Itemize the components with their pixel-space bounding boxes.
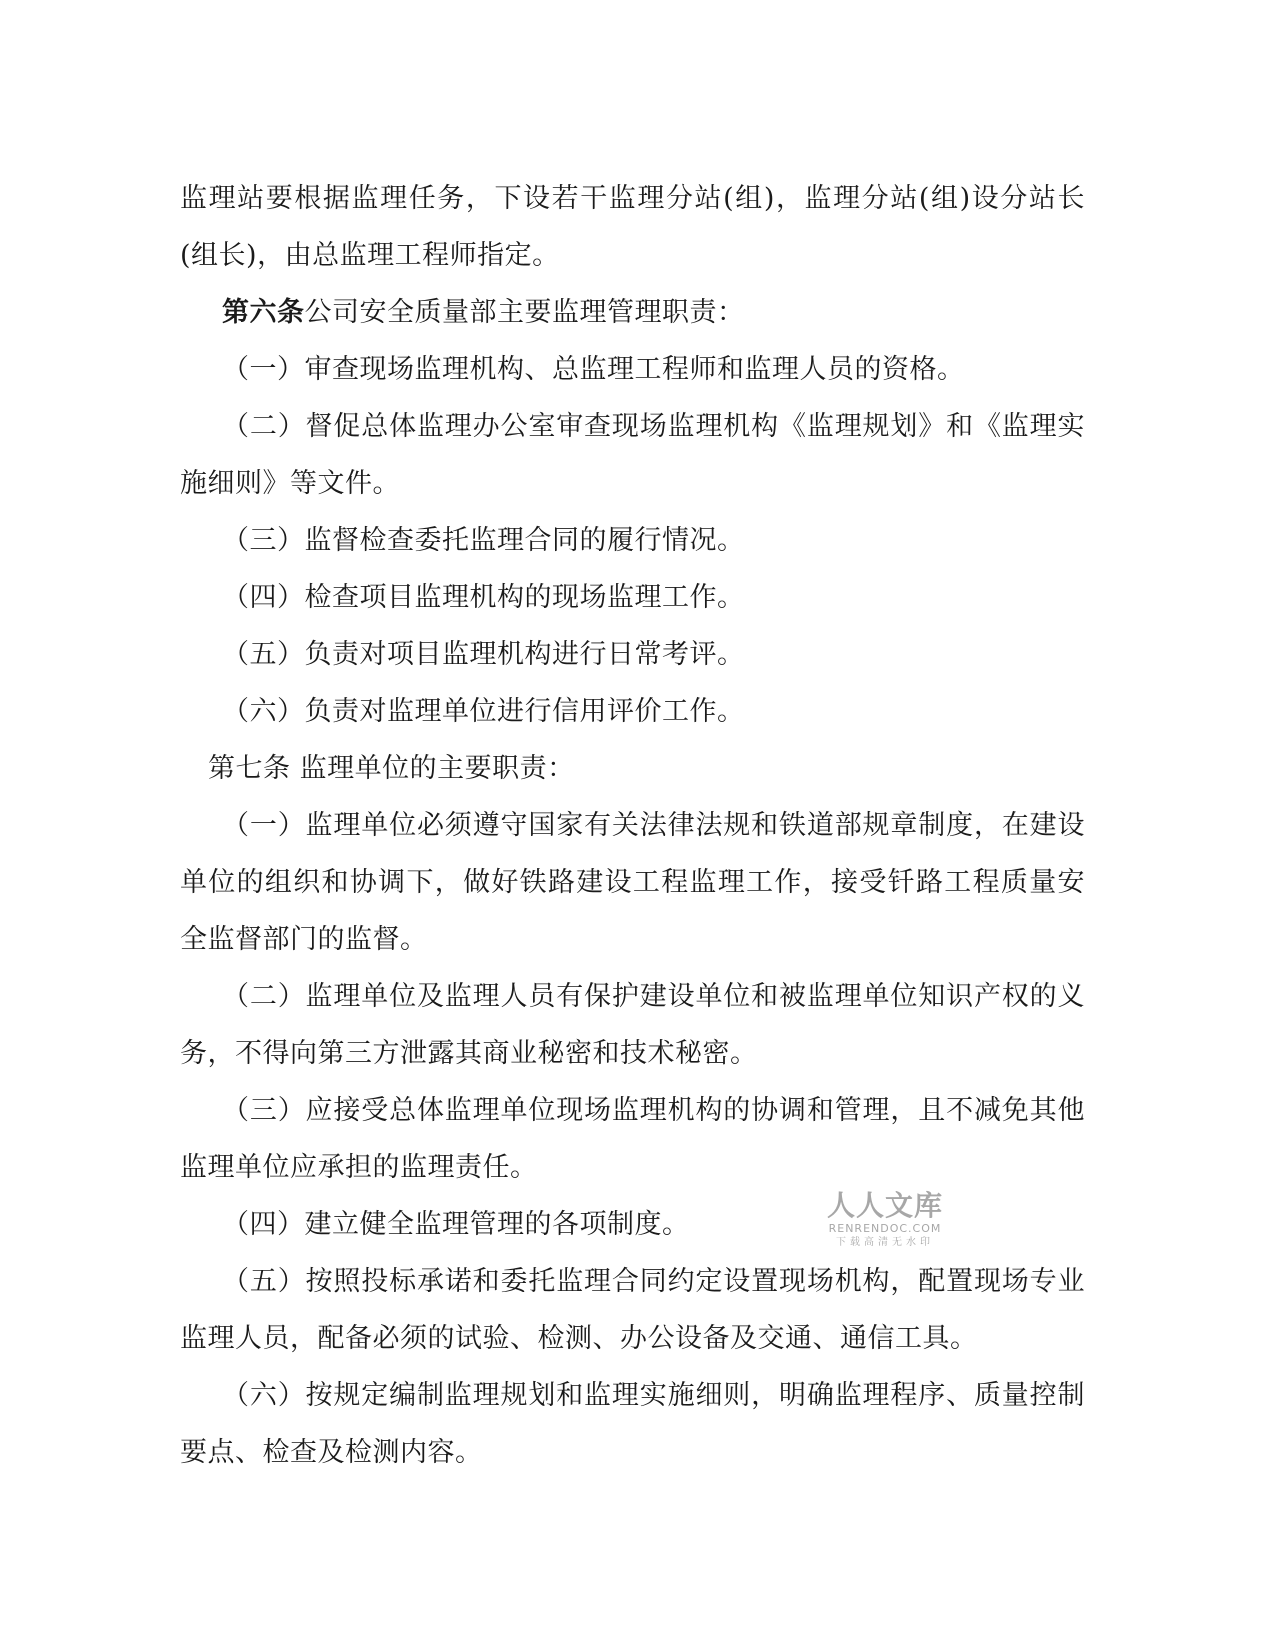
paragraph-article-6-item-1: （一）审查现场监理机构、总监理工程师和监理人员的资格。 [222, 354, 965, 385]
article-6-label: 第六条 [222, 297, 305, 328]
paragraph-article-7-item-3: （三）应接受总体监理单位现场监理机构的协调和管理，且不减免其他监理单位应承担的监理责任。 [180, 1095, 1085, 1183]
paragraph-article-6-item-5: （五）负责对项目监理机构进行日常考评。 [222, 639, 745, 670]
paragraph-article-6-item-6: （六）负责对监理单位进行信用评价工作。 [222, 696, 745, 727]
paragraph-article-7-item-1: （一）监理单位必须遵守国家有关法律法规和铁道部规章制度，在建设单位的组织和协调下，做好铁路建设工程监理工作，接受钎路工程质量安全监督部门的监督。 [180, 810, 1085, 955]
paragraph-article-7-heading: 第七条 监理单位的主要职责： [208, 753, 575, 784]
article-6-title: 公司安全质量部主要监理管理职责： [304, 297, 745, 328]
paragraph-article-7-item-4: （四）建立健全监理管理的各项制度。 [222, 1209, 690, 1240]
watermark-sub-text: 下载高清无水印 [836, 1237, 934, 1248]
watermark-domain-text: RENRENDOC.COM [828, 1222, 942, 1235]
paragraph-article-7-item-5: （五）按照投标承诺和委托监理合同约定设置现场机构，配置现场专业监理人员，配备必须的试验、检测、办公设备及交通、通信工具。 [180, 1266, 1085, 1354]
paragraph-article-6-heading [180, 284, 1085, 341]
watermark-logo [825, 1190, 945, 1250]
watermark-main-text: 人人文库 [826, 1189, 943, 1222]
paragraph-article-7-item-6: （六）按规定编制监理规划和监理实施细则，明确监理程序、质量控制要点、检查及检测内容。 [180, 1380, 1085, 1468]
paragraph-article-7-item-2: （二）监理单位及监理人员有保护建设单位和被监理单位知识产权的义务，不得向第三方泄露其商业秘密和技术秘密。 [180, 981, 1085, 1069]
paragraph-article-6-item-4: （四）检查项目监理机构的现场监理工作。 [222, 582, 745, 613]
paragraph-intro: 监理站要根据监理任务，下设若干监理分站(组)，监理分站(组)设分站长(组长)，由总监理工程师指定。 [180, 183, 1085, 271]
document-body [180, 170, 1085, 1481]
paragraph-article-6-item-2: （二）督促总体监理办公室审查现场监理机构《监理规划》和《监理实施细则》等文件。 [180, 411, 1085, 499]
paragraph-article-6-item-3: （三）监督检查委托监理合同的履行情况。 [222, 525, 745, 556]
